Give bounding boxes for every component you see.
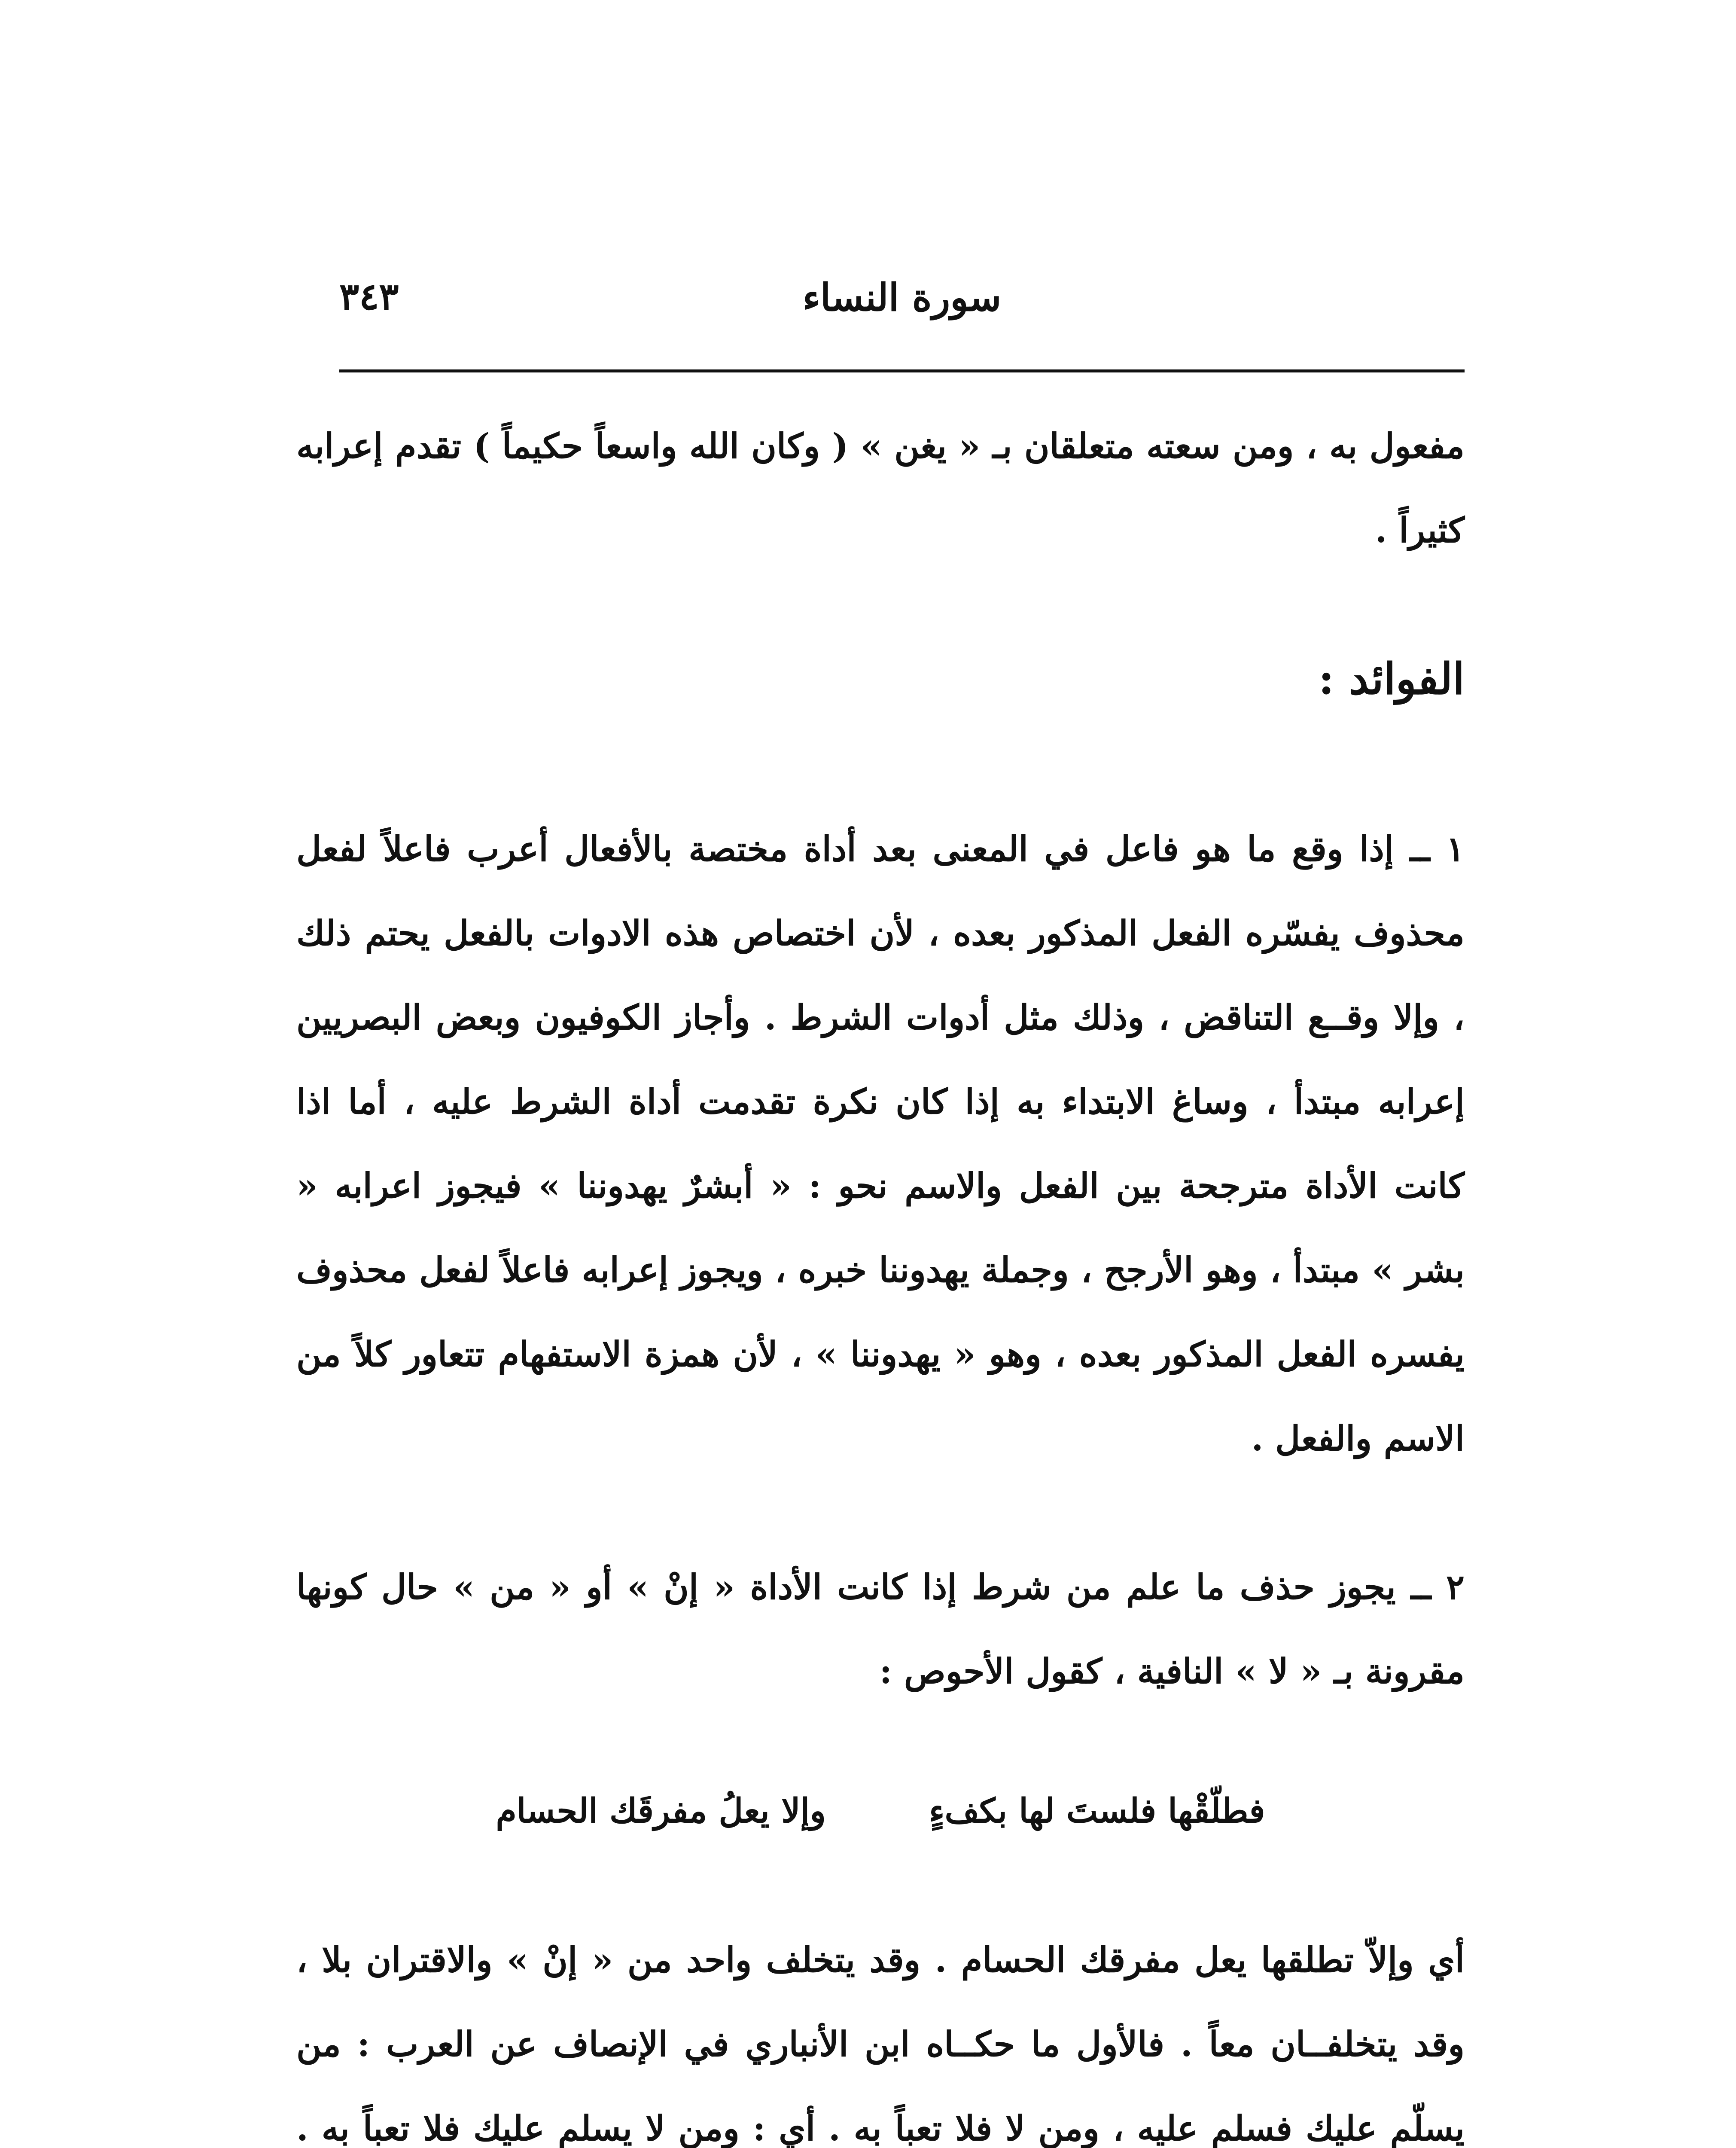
surah-title: سورة النساء (802, 275, 1002, 320)
header-divider (339, 369, 1465, 372)
page-number: ٣٤٣ (339, 275, 399, 318)
section-heading: الفوائد : (1318, 653, 1465, 704)
page-body (296, 404, 1465, 2148)
page-header (339, 275, 1465, 331)
benefit-paragraph-1: ١ ــ إذا وقع ما هو فاعل في المعنى بعد أداة مختصة بالأفعال أعرب فاعلاً لفعل محذوف يفسّره الفعل المذكور بعده ، لأن اختصاص هذه الادوات بالفعل يحتم ذلك ، وإلا وقــع التناقض ، وذلك مثل أدوات الشرط . وأجاز الكوفيون وبعض البصريين إعرابه مبتدأ ، وساغ الابتداء به إذا كان نكرة تقدمت أداة الشرط عليه ، أما اذا كانت الأداة مترجحة بين الفعل والاسم نحو : « أبشرٌ يهدوننا » فيجوز اعرابه « بشر » مبتدأ ، وهو الأرجح ، وجملة يهدوننا خبره ، ويجوز إعرابه فاعلاً لفعل محذوف يفسره الفعل المذكور بعده ، وهو « يهدوننا » ، لأن همزة الاستفهام تتعاور كلاً من الاسم والفعل . (296, 829, 1465, 1458)
benefit-paragraph-2: ٢ ــ يجوز حذف ما علم من شرط إذا كانت الأداة « إنْ » أو « من » حال كونها مقرونة بـ « لا » النافية ، كقول الأحوص : (296, 1567, 1465, 1691)
verse-hemistich-first: فطلّقْها فلستَ لها بكفءٍ (929, 1791, 1265, 1831)
intro-paragraph: مفعول به ، ومن سعته متعلقان بـ « يغن » ( وكان الله واسعاً حكيماً ) تقدم إعرابه كثيراً . (296, 426, 1465, 550)
verse-hemistich-second: وإلا يعلُ مفرقَك الحسام (496, 1791, 826, 1831)
poetry-verse (296, 1769, 1465, 1853)
closing-paragraph: أي وإلاّ تطلقها يعل مفرقك الحسام . وقد يتخلف واحد من « إنْ » والاقتران بلا ، وقد يتخلفــان معاً . فالأول ما حكــاه ابن الأنباري في الإنصاف عن العرب : من يسلّم عليك فسلم عليه ، ومن لا فلا تعباً به . أي : ومن لا يسلم عليك فلا تعباً به . (296, 1940, 1465, 2148)
